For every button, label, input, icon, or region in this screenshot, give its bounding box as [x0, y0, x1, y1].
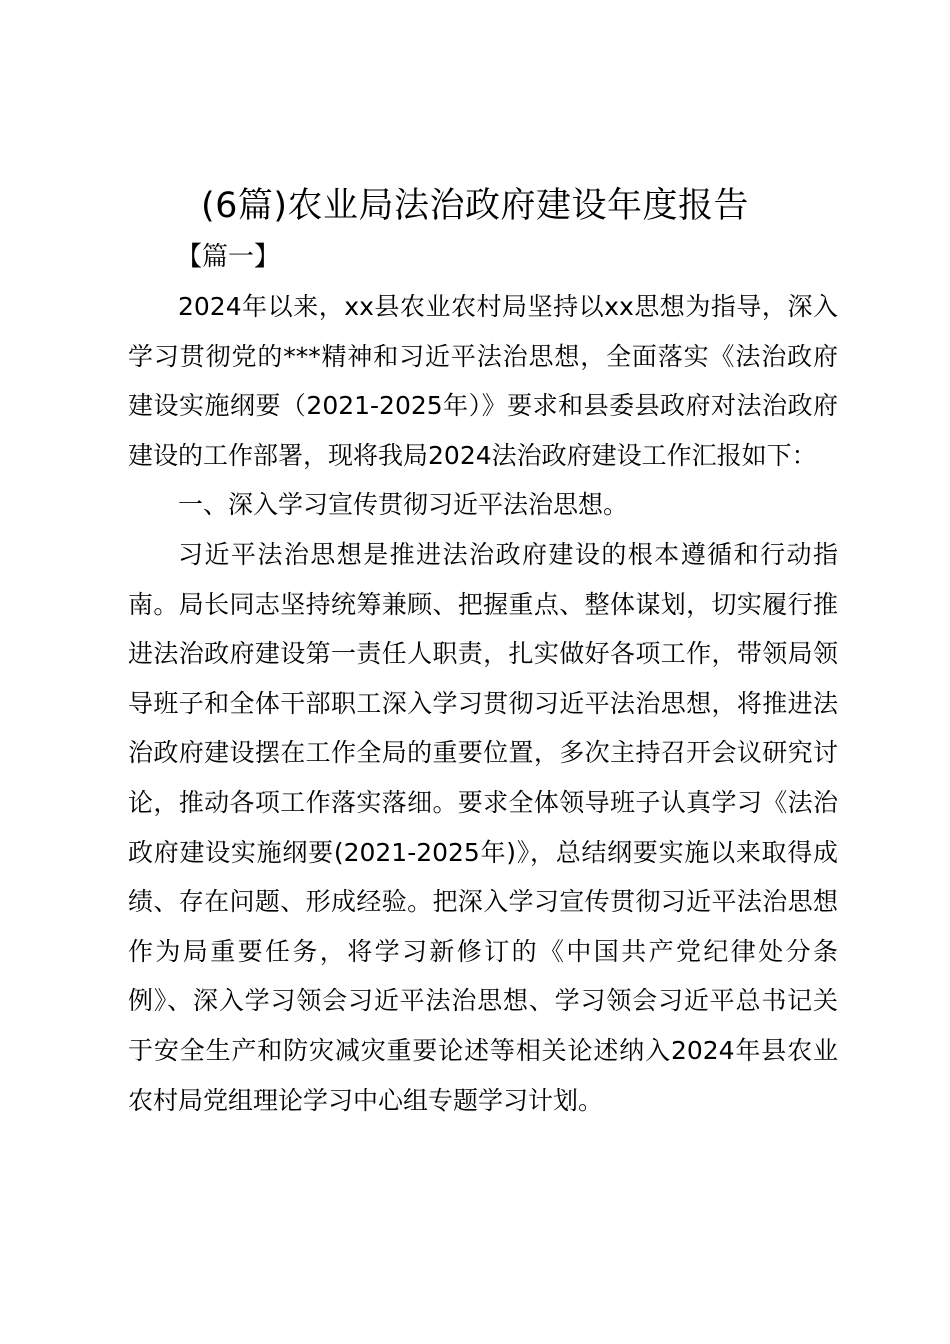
document-title: (6篇)农业局法治政府建设年度报告: [200, 186, 750, 226]
paragraph-intro: 2024年以来，xx县农业农村局坚持以xx思想为指导，深入学习贯彻党的***精神和习近平法治思想，全面落实《法治政府建设实施纲要（2021-2025年）》要求和县委县政府对法治政府建设的工作部署，现将我局2024法治政府建设工作汇报如下：: [128, 292, 838, 470]
paragraph-heading-1: 一、深入学习宣传贯彻习近平法治思想。: [178, 490, 629, 520]
document-body: [128, 282, 838, 1125]
paragraph-body-1: 习近平法治思想是推进法治政府建设的根本遵循和行动指南。局长同志坚持统筹兼顾、把握重点、整体谋划，切实履行推进法治政府建设第一责任人职责，扎实做好各项工作，带领局领导班子和全体干部职工深入学习贯彻习近平法治思想，将推进法治政府建设摆在工作全局的重要位置，多次主持召开会议研究讨论，推动各项工作落实落细。要求全体领导班子认真学习《法治政府建设实施纲要(2021-2025年)》，总结纲要实施以来取得成绩、存在问题、形成经验。把深入学习宣传贯彻习近平法治思想作为局重要任务，将学习新修订的《中国共产党纪律处分条例》、深入学习领会习近平法治思想、学习领会习近平总书记关于安全生产和防灾减灾重要论述等相关论述纳入2024年县农业农村局党组理论学习中心组专题学习计划。: [128, 539, 838, 1115]
section-label: 【篇一】: [176, 242, 281, 272]
